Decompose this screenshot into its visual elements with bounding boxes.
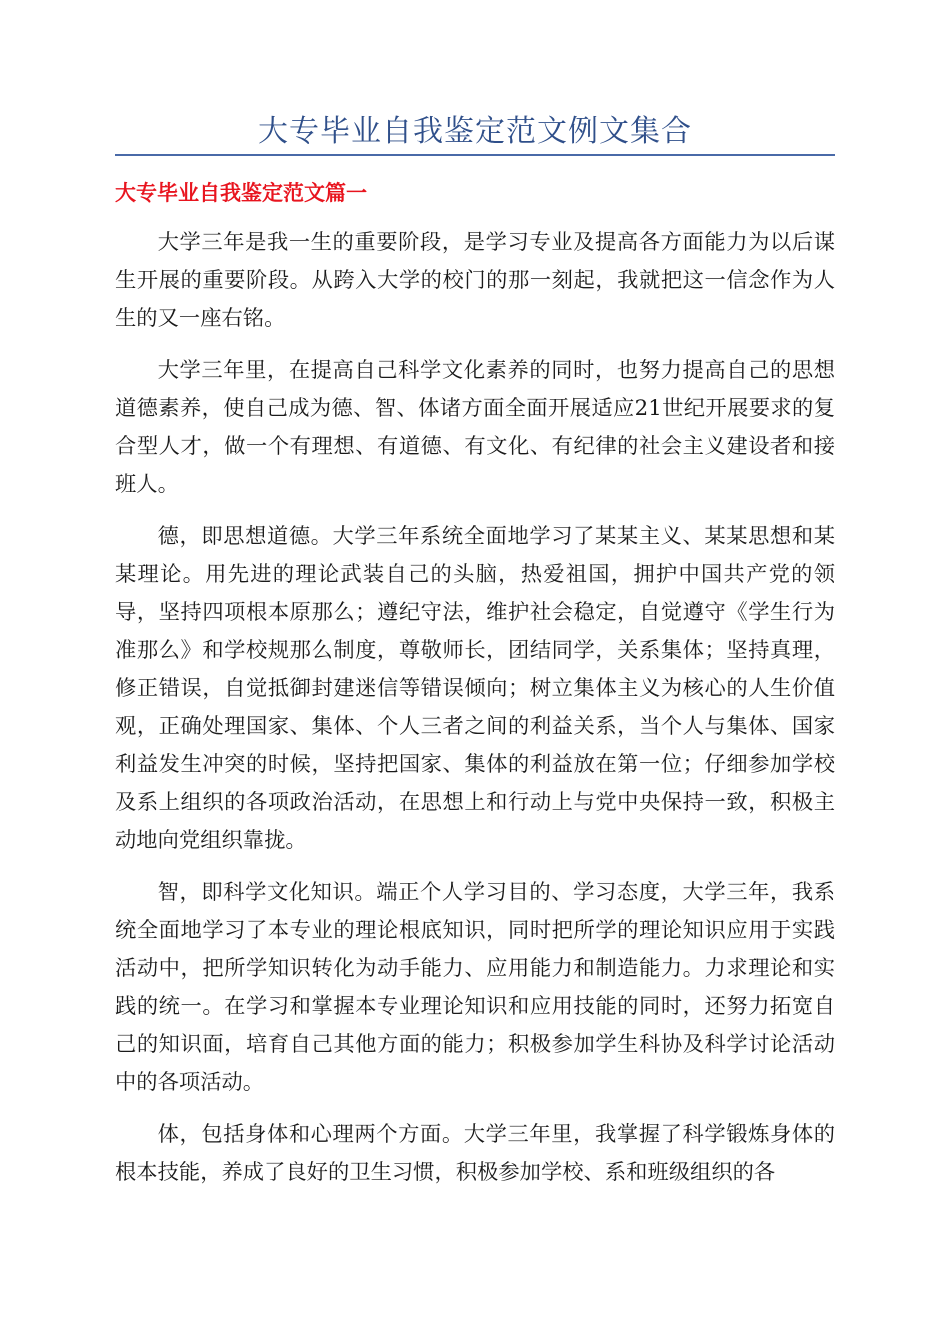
paragraph-2: 大学三年里，在提高自己科学文化素养的同时，也努力提高自己的思想道德素养，使自己成为德、智、体诸方面全面开展适应21世纪开展要求的复合型人才，做一个有理想、有道德、有文化、有纪律的社会主义建设者和接班人。	[115, 358, 835, 497]
body-text	[115, 224, 835, 1206]
document-title: 大专毕业自我鉴定范文例文集合	[258, 114, 692, 149]
section-heading: 大专毕业自我鉴定范文篇一	[115, 181, 367, 205]
paragraph-1: 大学三年是我一生的重要阶段，是学习专业及提高各方面能力为以后谋生开展的重要阶段。从跨入大学的校门的那一刻起，我就把这一信念作为人生的又一座右铭。	[115, 230, 835, 331]
paragraph-4: 智，即科学文化知识。端正个人学习目的、学习态度，大学三年，我系统全面地学习了本专业的理论根底知识，同时把所学的理论知识应用于实践活动中，把所学知识转化为动手能力、应用能力和制造能力。力求理论和实践的统一。在学习和掌握本专业理论知识和应用技能的同时，还努力拓宽自己的知识面，培育自己其他方面的能力；积极参加学生科协及科学讨论活动中的各项活动。	[115, 880, 835, 1095]
paragraph-3: 德，即思想道德。大学三年系统全面地学习了某某主义、某某思想和某某理论。用先进的理论武装自己的头脑，热爱祖国，拥护中国共产党的领导，坚持四项根本原那么；遵纪守法，维护社会稳定，自觉遵守《学生行为准那么》和学校规那么制度，尊敬师长，团结同学，关系集体；坚持真理，修正错误，自觉抵御封建迷信等错误倾向；树立集体主义为核心的人生价值观，正确处理国家、集体、个人三者之间的利益关系，当个人与集体、国家利益发生冲突的时候，坚持把国家、集体的利益放在第一位；仔细参加学校及系上组织的各项政治活动，在思想上和行动上与党中央保持一致，积极主动地向党组织靠拢。	[115, 524, 835, 853]
paragraph-5: 体，包括身体和心理两个方面。大学三年里，我掌握了科学锻炼身体的根本技能，养成了良好的卫生习惯，积极参加学校、系和班级组织的各	[115, 1122, 835, 1185]
title-underline	[115, 154, 835, 156]
